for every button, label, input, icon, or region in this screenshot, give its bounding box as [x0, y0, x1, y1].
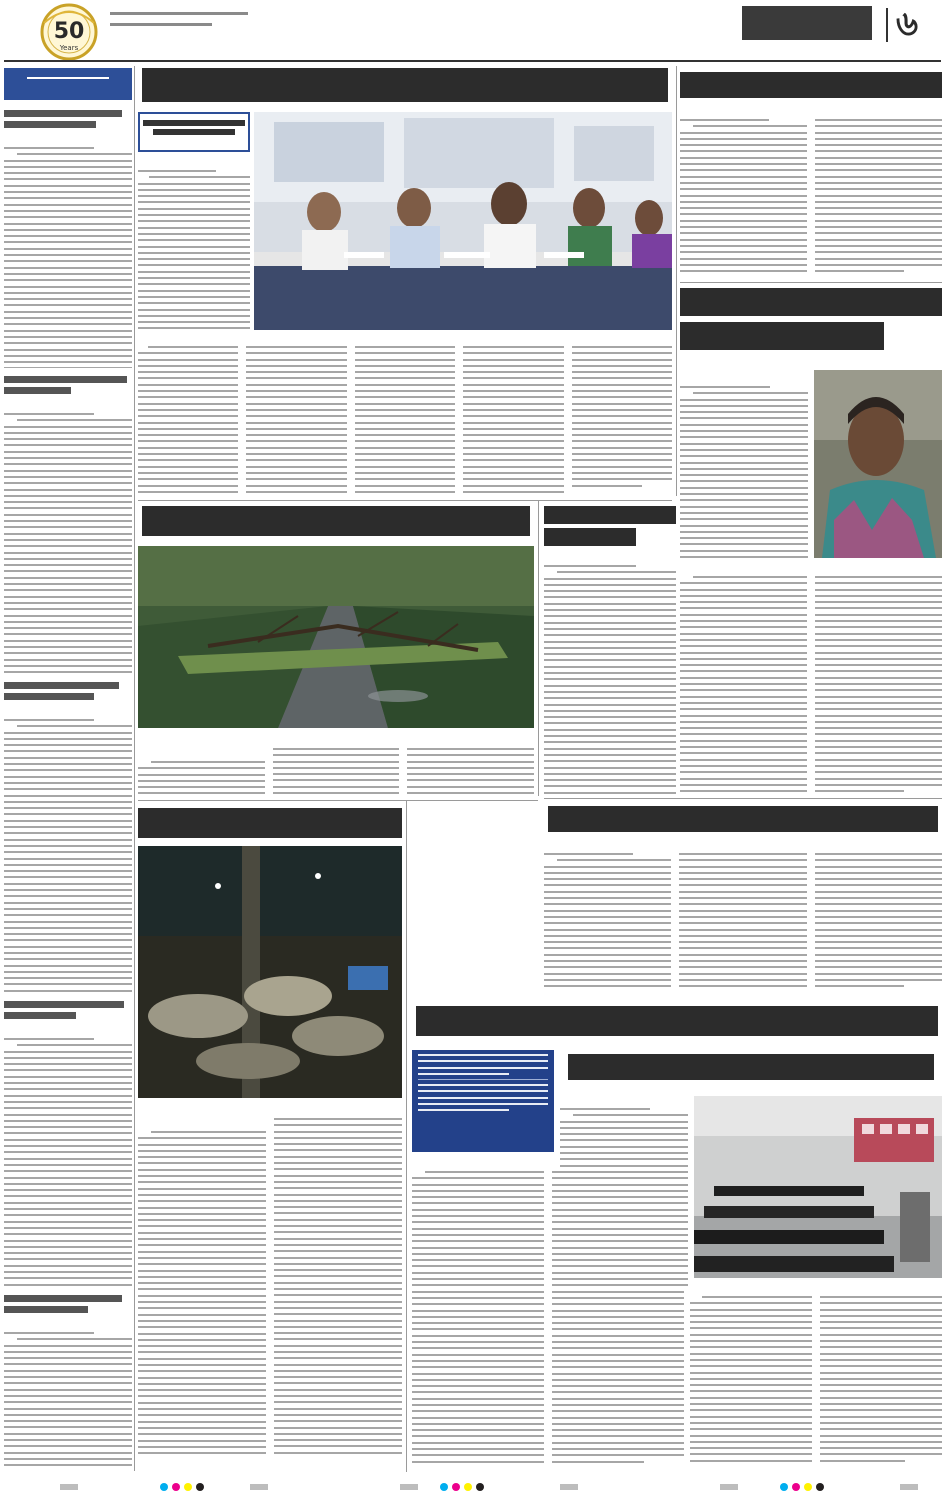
column-rule-middle: [538, 500, 539, 796]
security-intro: [560, 1108, 688, 1294]
meeting-photo-caption: [254, 331, 672, 343]
page-section-title: [742, 4, 872, 46]
counting-hall-photo: [694, 1096, 942, 1278]
truck-accident-story: [544, 804, 942, 1000]
cattle-death-body: [138, 1118, 402, 1458]
left-story-4-byline: [4, 1025, 132, 1038]
meeting-photo: [254, 112, 672, 330]
left-story-1-byline: [4, 134, 132, 147]
road-block-story: [138, 504, 534, 796]
left-story-2-byline: [4, 400, 132, 413]
lead-story-headline-band: [142, 68, 668, 102]
cattle-death-story: [138, 806, 402, 1472]
lightning-woman-story: [680, 68, 942, 280]
cattle-death-byline: [138, 1118, 266, 1131]
victim-photo-caption: [814, 560, 942, 572]
print-footer: [0, 1476, 945, 1497]
security-body: [690, 1296, 942, 1472]
left-story-3: [4, 678, 132, 993]
vote-count-point-2: [418, 1079, 548, 1111]
column-rule-lower: [406, 800, 407, 1472]
gang-murder-intro: [680, 386, 808, 566]
left-story-1: [4, 106, 132, 368]
left-story-3-byline: [4, 706, 132, 719]
masthead-rule: [4, 60, 941, 62]
road-photo-caption: [138, 730, 534, 742]
left-story-5-byline: [4, 1319, 132, 1332]
page-number: ৬: [896, 4, 919, 44]
left-story-5: [4, 1291, 132, 1471]
victim-photo: [814, 370, 942, 558]
anniversary-logo: [38, 3, 100, 61]
rule-mid-3: [138, 800, 538, 801]
section-divider: [886, 8, 888, 42]
rule-mid-1: [138, 500, 672, 501]
lead-story-subhead-box: [138, 112, 250, 152]
vote-count-points-box: [412, 1050, 554, 1152]
vote-count-story: [412, 1004, 942, 1044]
road-block-body: [138, 748, 534, 796]
column-rule-left: [134, 66, 135, 1471]
lightning-woman-byline: [680, 106, 942, 119]
date-line: [110, 10, 260, 50]
masthead: [0, 0, 945, 64]
gang-murder-body: [680, 576, 942, 794]
lead-story-intro: [138, 170, 250, 338]
left-story-4: [4, 997, 132, 1287]
truck-accident-byline: [544, 840, 942, 853]
cattle-photo-caption: [138, 1100, 402, 1112]
road-photo: [138, 546, 534, 728]
gang-murder-byline: [680, 358, 808, 371]
lead-story: [138, 68, 672, 496]
column-rule-right-top: [676, 66, 677, 496]
rule-right-1: [680, 282, 942, 283]
left-column: [4, 68, 132, 1472]
security-story: [560, 1052, 942, 1088]
logo-caption: Years: [59, 44, 79, 52]
lead-story-body: [138, 346, 672, 494]
counting-hall-photo-caption: [694, 1280, 942, 1292]
road-block-byline: [138, 748, 265, 761]
section-banner: [4, 68, 132, 100]
rule-mid-2: [544, 798, 942, 799]
house-damage-byline: [544, 552, 676, 565]
gang-murder-story: [680, 286, 942, 794]
left-story-2: [4, 372, 132, 674]
vote-count-point-1: [418, 1054, 548, 1075]
cattle-photo: [138, 846, 402, 1098]
logo-number: 50: [53, 19, 85, 44]
house-damage-story: [544, 504, 676, 796]
